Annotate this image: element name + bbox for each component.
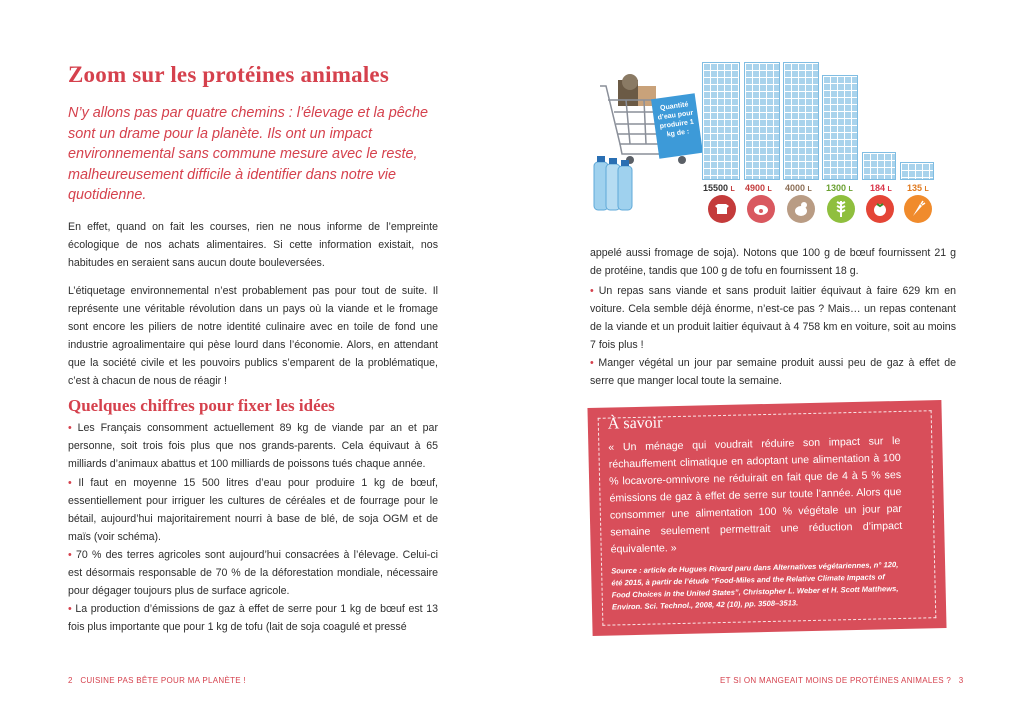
water-tower-beef <box>702 62 740 180</box>
bullet-icon: • <box>68 549 72 561</box>
bullet-item: • Il faut en moyenne 15 500 litres d’eau pour produire 1 kg de bœuf, essentiellement pour irriguer les cultures de céréales et de fourrage pour le bétail, aujourd’hui majoritairement nourri à base de blé, de soja OGM et de maïs (voir schéma). <box>68 477 438 543</box>
footer-right-title: ET SI ON MANGEAIT MOINS DE PROTÉINES ANIMALES ? <box>720 676 952 685</box>
bullet-icon: • <box>68 477 72 489</box>
volume-label-chicken: 4000 L <box>785 183 812 193</box>
water-tower-tomato <box>862 152 896 180</box>
page-title: Zoom sur les protéines animales <box>68 62 389 87</box>
volume-label-wheat: 1300 L <box>826 183 853 193</box>
footer-right <box>720 676 964 685</box>
water-tower-carrot <box>900 162 934 180</box>
bullet-icon: • <box>68 603 72 615</box>
water-tower-wheat <box>822 75 858 180</box>
volume-label-pork: 4900 L <box>745 183 772 193</box>
continuation-paragraph: appelé aussi fromage de soja). Notons que 100 g de bœuf fournissent 21 g de protéine, tandis que 100 g de tofu en fournissent 18 g. <box>590 247 956 277</box>
carrot-icon <box>904 195 932 223</box>
footer-left-title: CUISINE PAS BÊTE POUR MA PLANÈTE ! <box>80 676 246 685</box>
cart-label: Quantité d’eau pour produire 1 kg de : <box>651 93 703 159</box>
bullet-item: • Manger végétal un jour par semaine produit aussi peu de gaz à effet de serre que manger local toute la semaine. <box>590 357 957 387</box>
chicken-icon <box>787 195 815 223</box>
wheat-icon <box>827 195 855 223</box>
a-savoir-box <box>587 400 946 636</box>
paragraph-2: L’étiquetage environnemental n’est probablement pas pour tout de suite. Il représente une véritable révolution dans un pays où la viande et le fromage sont encore les piliers de notre identité culinaire avec en toile de fond une industrie agroalimentaire qui pèse lourd dans l’économie. Alors, en attendant que la société civile et les pouvoirs publics s’emparent de la problématique, c’est à chacun de nous de réagir ! <box>68 285 438 387</box>
footer-left <box>68 676 246 685</box>
volume-label-tomato: 184 L <box>870 183 892 193</box>
lead-paragraph: N’y allons pas par quatre chemins : l’élevage et la pêche sont un drame pour la planète. Ils ont un impact environnemental sans commune mesure avec le reste, malheureusement difficile à identifier dans notre vie quotidienne. <box>68 105 428 204</box>
bullet-icon: • <box>590 285 594 297</box>
volume-label-beef: 15500 L <box>703 183 735 193</box>
a-savoir-title: À savoir <box>607 414 663 433</box>
bullet-icon: • <box>590 357 594 369</box>
a-savoir-quote: « Un ménage qui voudrait réduire son impact sur le réchauffement climatique en adoptant une alimentation à 100 % locavore-omnivore ne réduirait en fait que de 4 à 5 % ses émissions de gaz à effet de serre sur toute l’année. Alors que consommer une alimentation 100 % végétale un jour par semaine seulement permettrait une réduction d’impact équivalente. » <box>608 434 903 556</box>
bullet-item: • 70 % des terres agricoles sont aujourd’hui consacrées à l’élevage. Celui-ci est désormais responsable de 70 % de la déforestation mondiale, nécessaire pour dégager toujours plus de surface agricole. <box>68 549 438 597</box>
section-subtitle: Quelques chiffres pour fixer les idées <box>68 396 335 415</box>
page-number-right: 3 <box>958 676 964 685</box>
paragraph-1: En effet, quand on fait les courses, rien ne nous informe de l’empreinte écologique de nos achats alimentaires. Si cette information existait, nos habitudes en seraient sans aucun doute bouleversées. <box>68 221 438 269</box>
cow-icon <box>708 195 736 223</box>
volume-label-carrot: 135 L <box>907 183 929 193</box>
water-tower-chicken <box>783 62 819 180</box>
bullet-item: • Un repas sans viande et sans produit laitier équivaut à faire 629 km en voiture. Cela semble déjà énorme, n’est-ce pas ? Mais… un repas contenant de la viande et un produit laitier équivaut à 4 758 km en voiture, soit au moins 7 fois plus ! <box>590 285 957 351</box>
tomato-icon <box>866 195 894 223</box>
bullet-icon: • <box>68 422 72 434</box>
page-number-left: 2 <box>68 676 73 685</box>
bullet-item: • La production d’émissions de gaz à effet de serre pour 1 kg de bœuf est 13 fois plus importante que pour 1 kg de tofu (lait de soja coagulé et pressé <box>68 603 438 633</box>
bullet-item: • Les Français consomment actuellement 89 kg de viande par an et par personne, soit trois fois plus que nos grands-parents. Cela équivaut à 65 milliards d’animaux abattus et 100 milliards de poissons tués chaque année. <box>68 422 438 470</box>
pig-icon <box>747 195 775 223</box>
water-tower-pork <box>744 62 780 180</box>
a-savoir-source: Source : article de Hugues Rivard paru dans Alternatives végétariennes, n° 120, été 2015, à partir de l’étude “Food-Miles and the Relative Climate Impacts of Food Choices in the United States”, Christopher L. Weber et H. Scott Matthews, Environ. Sci. Technol., 2008, 42 (10), pp. 3508–3513. <box>611 560 899 612</box>
